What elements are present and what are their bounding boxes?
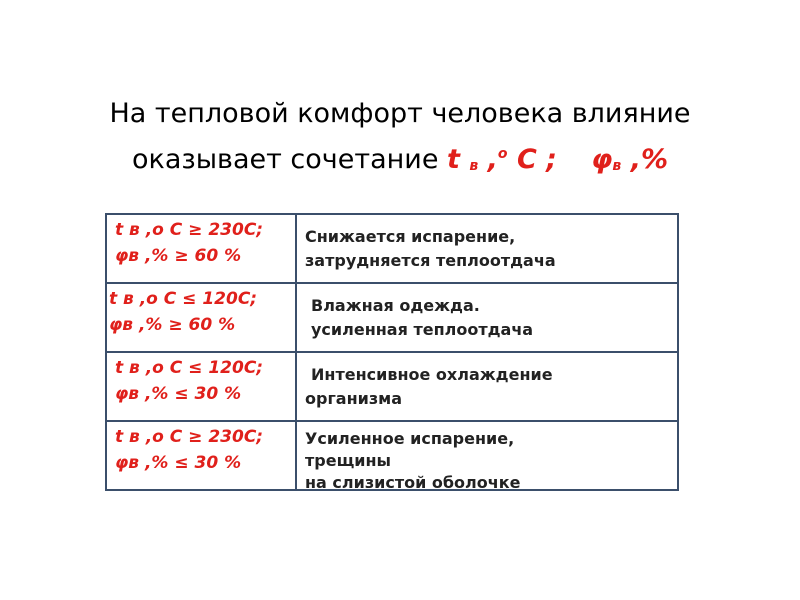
effect-cell bbox=[297, 353, 677, 420]
table-row bbox=[107, 215, 677, 284]
effect-line: организма bbox=[305, 389, 403, 408]
condition-temperature: t в ,о C ≤ 120C; bbox=[115, 358, 264, 378]
effect-line: усиленная теплоотдача bbox=[311, 320, 534, 339]
effect-line: Снижается испарение, bbox=[305, 227, 516, 246]
effect-line: затрудняется теплоотдача bbox=[305, 251, 556, 270]
effect-line: Усиленное испарение, bbox=[305, 429, 515, 448]
table-row bbox=[107, 422, 677, 492]
effect-line: Интенсивное охлаждение bbox=[311, 365, 553, 384]
title-humidity-symbol: φв ,% bbox=[591, 144, 668, 175]
title-line-2 bbox=[0, 134, 800, 186]
table-row bbox=[107, 284, 677, 353]
title-line-1: На тепловой комфорт человека влияние bbox=[109, 98, 691, 129]
condition-humidity: φв ,% ≥ 60 % bbox=[115, 246, 242, 266]
condition-humidity: φв ,% ≤ 30 % bbox=[115, 384, 242, 404]
title-line-2-text: оказывает сочетание bbox=[132, 144, 439, 175]
condition-cell bbox=[107, 422, 297, 489]
condition-temperature: t в ,о C ≤ 120C; bbox=[109, 289, 258, 309]
effect-line: на слизистой оболочке bbox=[305, 473, 521, 492]
title-temperature-symbol: t в ,$^о$ C ; bbox=[447, 144, 557, 175]
effect-line: Влажная одежда. bbox=[311, 296, 480, 315]
condition-cell bbox=[107, 284, 297, 351]
slide-title bbox=[0, 94, 800, 186]
condition-temperature: t в ,о C ≥ 230C; bbox=[115, 220, 264, 240]
effect-cell bbox=[297, 422, 677, 492]
condition-humidity: φв ,% ≤ 30 % bbox=[115, 453, 242, 473]
effect-line: трещины bbox=[305, 451, 391, 470]
condition-temperature: t в ,о C ≥ 230C; bbox=[115, 427, 264, 447]
comfort-table bbox=[105, 213, 679, 491]
table-row bbox=[107, 353, 677, 422]
effect-cell bbox=[297, 284, 677, 351]
condition-cell bbox=[107, 353, 297, 420]
effect-cell bbox=[297, 215, 677, 282]
condition-humidity: φв ,% ≥ 60 % bbox=[109, 315, 236, 335]
condition-cell bbox=[107, 215, 297, 282]
